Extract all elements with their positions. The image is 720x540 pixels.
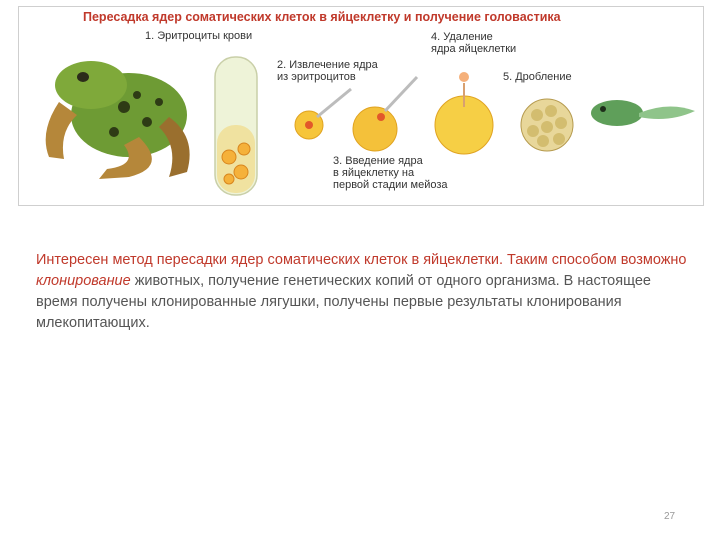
step-3-label: [333, 155, 448, 191]
caption-paragraph: [36, 250, 696, 334]
egg-nucleus-removal: [435, 72, 493, 154]
step-4-line-2: ядра яйцеклетки: [431, 43, 517, 55]
step-3-line-1: 3. Введение ядра: [333, 155, 423, 167]
step-2-line-2: из эритроцитов: [277, 71, 356, 83]
caption-part-2: животных, получение генетических копий от одного организма. В настоящее время получены клонированные лягушки, получены первые результаты клонирования млекопитающих.: [36, 273, 651, 331]
erythrocyte-nucleus-extraction: [295, 89, 351, 139]
page-number: 27: [664, 511, 676, 522]
figure-title: Пересадка ядер соматических клеток в яйцеклетку и получение головастика: [83, 10, 561, 24]
illustration-frame: [18, 6, 704, 206]
test-tube-illustration: [215, 57, 257, 195]
step-2-line-1: 2. Извлечение ядра: [277, 59, 378, 71]
caption-emphasis: клонирование: [36, 273, 131, 289]
cleavage-embryo: [521, 99, 573, 151]
step-1-label: 1. Эритроциты крови: [145, 30, 253, 42]
tadpole-illustration: [591, 100, 695, 126]
step-2-label: [277, 59, 378, 83]
nucleus-injection-egg: [353, 77, 417, 151]
step-3-line-3: первой стадии мейоза: [333, 179, 448, 191]
caption-part-1: Интересен метод пересадки ядер соматических клеток в яйцеклетки. Таким способом возможно: [36, 252, 687, 268]
step-5-label: 5. Дробление: [503, 71, 572, 83]
step-4-line-1: 4. Удаление: [431, 31, 493, 43]
frog-illustration: [46, 61, 190, 179]
step-3-line-2: в яйцеклетку на: [333, 167, 415, 179]
step-4-label: [431, 31, 516, 55]
